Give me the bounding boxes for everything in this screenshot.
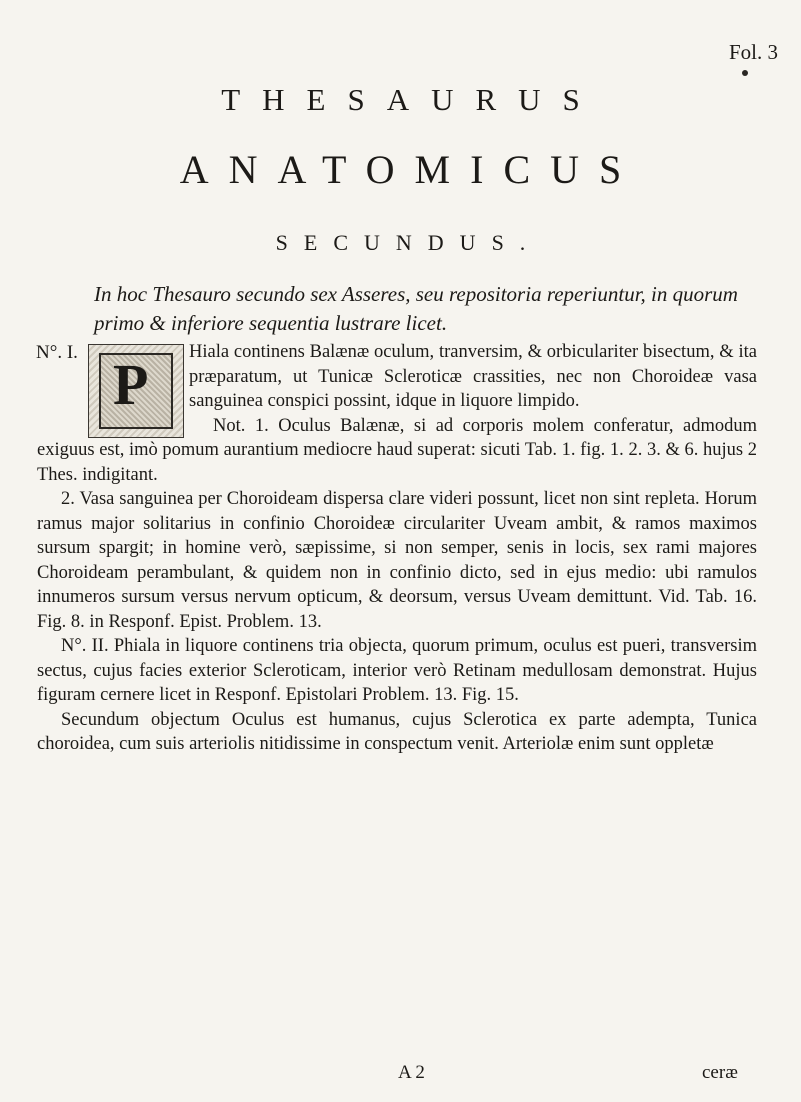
title-line-2: ANATOMICUS — [179, 147, 642, 192]
initial-spacer — [37, 340, 189, 436]
signature-mark: A 2 — [398, 1062, 425, 1083]
paragraph-2: Not. 1. Oculus Balænæ, si ad corporis molem conferatur, admodum exiguus est, imò pomum aurantium mediocre haud superat: sicuti Tab. 1. fig. 1. 2. 3. & 6. hujus 2 Thes. indigitant. — [37, 415, 757, 485]
section-number: N°. I. — [36, 342, 78, 363]
body-text — [37, 340, 757, 757]
paragraph-4: N°. II. Phiala in liquore continens tria objecta, quorum primum, oculus est pueri, transversim sectus, cujus facies exterior Scleroticam, interior verò Retinam medullosam demonstrat. Hujus figuram cernere licet in Responf. Epistolari Problem. 13. Fig. 15. — [37, 636, 757, 705]
title-line-1: THESAURUS — [221, 82, 602, 117]
catchword: ceræ — [702, 1062, 738, 1083]
paragraph-3: 2. Vasa sanguinea per Choroideam dispersa clare videri possunt, licet non sint repleta. Horum ramus major solitarius in confinio Choroideæ circulariter Uveam ambit, & ramos maximos sursum spargit; in homine verò, sæpissime, si non semper, senis in locis, sex rami majores Choroideam perambulant, & quidem non in confinio dicto, sed in ejus medio: ubi ramulos innumeros sursum versus nervum opticum, & deorsum, versus Uveam demittunt. Vid. Tab. 16. Fig. 8. in Responf. Epist. Problem. 13. — [37, 489, 757, 632]
paragraph-1: Hiala continens Balænæ oculum, tranversim, & orbiculariter bisectum, & ita præparatum, ut Tunicæ Scleroticæ crassities, nec non Choroideæ vasa sanguinea conspici possint, idque in liquore limpido. — [189, 342, 757, 411]
initial-letter: P — [113, 352, 149, 417]
intro-paragraph: In hoc Thesauro secundo sex Asseres, seu repositoria reperiuntur, in quorum primo & inferiore sequentia lustrare licet. — [94, 282, 738, 335]
paragraph-5: Secundum objectum Oculus est humanus, cujus Sclerotica ex parte adempta, Tunica choroidea, cum suis arteriolis nitidissime in conspectum venit. Arteriolæ enim sunt oppletæ — [37, 709, 757, 754]
folio-number: Fol. 3 — [729, 40, 779, 64]
title-line-3: SECUNDUS. — [275, 230, 542, 255]
ink-dot — [742, 70, 748, 76]
